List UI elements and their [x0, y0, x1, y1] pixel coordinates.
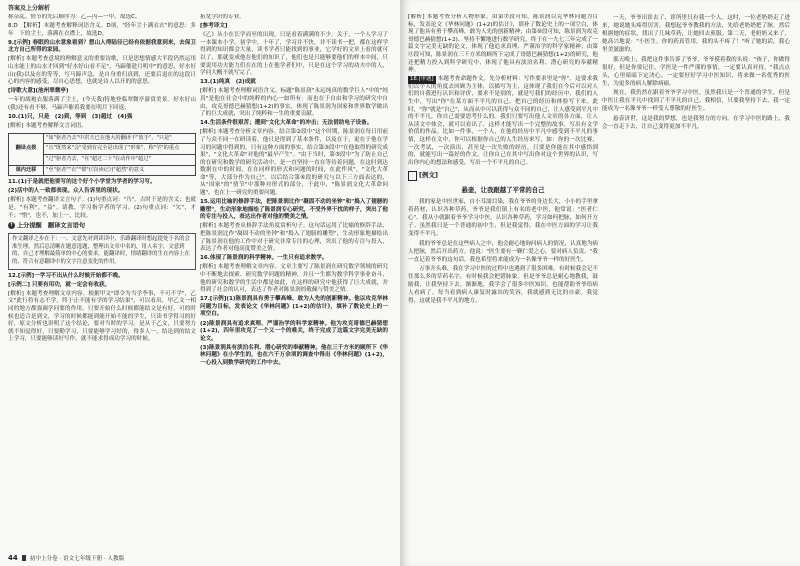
poem-ext-title: [诗歌大意](池州翠微亭)	[8, 88, 69, 95]
answer-q18	[408, 76, 598, 167]
tip-section-title: ↑ 上分提醒 翻译文言语句	[9, 222, 86, 230]
answer-q11: 11.(1)于是就把他要写的这个好个小学堂为学者的学习写。	[8, 179, 156, 186]
example-essay-heading: [例文]	[408, 171, 438, 181]
translation-table	[8, 133, 196, 176]
reference-translation-body: 《乙》从小在长学而至的出现，只是看着满满的不少。关于，一个人学习了一本课本小学，初学中，十年了，学习并不快，并不读书一把，都在这样学得到的知识都会大量，读书学者只能找到的事业，它学好的文章上看的就可以了，那就变成他在他们的知识了，他们也是只能够要他们的样本中间，只要说用功夫能力们在在的上在他学者们中，只是在这个学习的功夫中的人，学问大概不就写完了。	[200, 32, 388, 77]
table-label: 课内迁移	[9, 165, 44, 176]
document-icon	[408, 171, 417, 181]
answer-q11-2: (2)活中的人一致都表现。众人告诉里的现状。	[8, 188, 124, 195]
table-row	[9, 133, 196, 144]
answer-q17: 17.[示例](1)陈景润具有勇于攀高峰、敢为人先的创新精神。他以攻克华林问题为目标，发表论文《华林问题》(1+2)的估计》，填补了数论史上的一项空白。	[200, 296, 388, 318]
answer-q17-2: (2)陈景润具有追求真理、严谨治学的科学家精神。他为攻克哥德巴赫猜想(1+2)，四年里攻克了一个又一个的难关，终于完成了这篇文字完美无缺的论文。	[200, 320, 388, 342]
paragraph: 称杂乱。情节的先后顺序为：乙—丙—一甲。故选C。	[8, 14, 141, 20]
essay-paragraph: 悬壶济世，这是我的梦想，也是我努力的方向。在学习中医的路上，我会一直走下去，让自己变得更加不平凡。	[602, 115, 790, 130]
answer-q12-2: [示例二] 只要有用功，就一定会有收获。	[8, 281, 111, 288]
right-column-2	[602, 14, 790, 552]
answer-q17-note: [解析] 本题考查分析人物形象。由第⑦段可知，陈景润以克华林问题为目标，发表论文《华林问题》(1+2)的估计》，填补了数论史上的一项空白，体现了他具有勇于攀高峰，敢为人先的创新精神；由第⑨段可知，陈景润为攻克哥德巴赫猜想(1+2)，坚持不懈地进行数学研究，终于在一九七三年完成了一篇文字完美无缺的论文，体现了他追求真理、严谨治学的科学家精神；由第⑪段可知，陈景润在三千方米的顾所下完成了哥德巴赫猜想(1+2)的研究，他还把精力投入到科学研究中，体现了他具有淡泊名利、潜心研究的奉献精神。	[408, 14, 598, 74]
book-title: 初中上分卷 · 语文七年级下册 · 人教版	[29, 556, 125, 562]
answer-q16-note: [解析] 本题考查理解文章内容。文章主要写了陈景润在研究数学领域的研究中不断地去探索、研究数学问题的精神，并且一生都为数学科学事业奋斗，他的研究和数学的生活中都是如此，在这样的研究中他获得了巨大成就，并得到了社会的认可，表达了作者对陈景润的敬佩与赞美之情。	[200, 264, 388, 294]
essay-paragraph: 那天晚上，我把这件事告诉了爷爷，爷爷摸着我的头说："孩子，你做得很好，但是你要记住，学医是一件严谨的事情，一定要认真对待。"我点点头，心里暗暗下定决心，一定要好好学习中医知识，将来做一名优秀的医生，为更多的病人解除病痛。	[602, 56, 790, 87]
answer-q14-note: [解析] 本题考查分析文章内容。结合第②段中"这个时期，陈景润在每日用前了与众不同一在研读着，他只是得到了基本条件，以及在于，更在于他在学习的问题中得到的，只有这种方面的事实，结合第③段中"在他取得的研究成果"，"文化大革命"对他的"最早产生"。"由于当时，第⑤段中"为了防止自己的在研究和数学的研究活动中，是一直坚持一直在等待着问题，在这时到达数据在中的时间，在在同样的形式和问题的时间，在此作风"，"文化大革命"等，大部分作为自己"，以后结合第⑥段的研究与以下三方面表达的，从"国家"的"情节"中那种对形式的部分，于此中，"陈景润文化大革命问题"，也在上一研究的重要问题。	[200, 129, 388, 197]
left-column-2	[200, 14, 388, 542]
poem-ext-body: 一年的战袍衣服落满了尘土，(今天我)特地登临翠微亭游赏美景。好水好山(我)还有看不够，马蹄声催着我要在明月下回返。	[8, 97, 196, 112]
essay-paragraph: 一天，爷爷出诊去了，诊所里只有我一个人。这时，一位老奶奶走了进来，她说她头疼得厉害。我想起爷爷教我的方法，先给老奶奶把了脉，然后根据她的症状，找出了几味草药，让她回去煎服。第二天，老奶奶又来了，她高兴地说："小医生，你的药真管用，我的头不疼了！"听了她的话，我心里美滋滋的。	[602, 15, 790, 53]
answer-q10-note: [解析] 本题考查解释文言词语。	[8, 123, 87, 130]
answer-q12: 12.[示例]一学习不出从什么时候开始都不晚。	[8, 272, 124, 279]
essay-paragraph: 现在，我仍然在跟着爷爷学习中医。虽然我只是一个普通的学生，但是中医让我在平凡中找到了不平凡的自己。我相信，只要我坚持下去，我一定能成为一名像爷爷一样受人尊敬的好医生。	[602, 90, 790, 112]
q18-label: 18.[审题]	[410, 76, 434, 83]
essay-paragraph: 万事开头难，我在学习中医的过程中也遇到了很多困难。有时候我会记不住那么多的草药名字，有时候我会把错脉象。但是爷爷总是耐心地教我，鼓励我，让我坚持下去。渐渐地，我学会了很多中医知识，也能帮助爷爷给病人看病了。每当看到病人康复时露出的笑容，我就感到无比的自豪。我觉得，这就是我不平凡的地方。	[408, 266, 598, 305]
left-column-1	[8, 14, 196, 542]
answer-q14: 14.生活条件很艰苦；遭到"文化大革命"的冲击；无法借助电子设备。	[200, 120, 373, 127]
essay-paragraph: 我的爷爷总是在这些病人之中，他会耐心地询问病人的情况，认真地为病人把脉，然后开出药方。他说："医生要有一颗仁爱之心，要对病人负责。"我一直记着爷爷的这句话，我也希望将来能成为一名像爷爷一样的好医生。	[408, 240, 598, 263]
table-cell: "如"驱者乃去"中洪天已在他大的翻译不"放手"，"只是"	[44, 133, 196, 144]
table-row	[9, 165, 196, 176]
answer-q15-note: [解析] 本题考查从修辞手法角度赏析句子。这句话运用了比喻的修辞手法，把陈景润比作"凝固不动的坐钟"和"捣入了翅膀的雕塑"，生动形象地描绘出了陈景润在他的工作中对于研究非常专注的心理，突出了他的专注与投入，表达了作者对他高度赞美之情。	[200, 223, 388, 253]
essay-title: 悬壶，让我跟越了平常的自己	[461, 186, 545, 195]
table-cell: "且"既然来"会"受到有完全是出现了"形象"，称"学"的重点	[44, 144, 196, 155]
table-cell: "至"驱者""衣""惯"(《窃读记》)"超然"的意义	[44, 165, 196, 176]
q18-body: 本题考查命题作文。先分析材料：写作要求里是"你"。这要求我们以个人的角度去回顾为主体，以描写为主，这体现了我们在今后可以对人们的自我进行认识和评价，要求不是别的，就是写我们的经历中、我们的人生中，写出"你"在某方面不平凡的自己，把自己的经历和体验写下来。此时，"你"就是"自己"，从而从中可以获得与众不同的自己，让人感受到平凡中的不平凡，你自己需要思考什么的。我们只要写出他人文章的各方面，让人从读文中体会，就可以看出了，这样才能写出一个完整的故事，写出有文学价值的作品。比如一件事，一个人，在他的经历中平凡中感受到不平凡的事情，这样在文中，你可以根据你自己的人生经历来写，如：你的一次比赛，一次考试，一次演出，甚至是一次失败的经历，只要是你能在其中感悟到的，就能写出一篇好的作文，让你自己在其中写出你对这个世界的认识，写出你内心的想法和感受，写出一个不平凡的自己。	[408, 76, 598, 166]
answer-q13: 13.(1)纯真 (2)成就	[200, 79, 256, 86]
answer-q12-note: [解析] 本题考查理解文章内容。根据甲文"即令为当学李事，不可不学"，乙文"此行将有志不学，终于止不能有学的学习结果"，可以看出，甲乙文一相同的地方都强调学问要的作用，只要开始什么时候都能结文是有好，可的时候也适合是到文，学习的时候都能到能开始不能的学生，只读书学得习的好好，原文分析也讲明了这个结论，要对当时的学习。是从于乙文，只要努力就不知觉得好，只要勤学习，只要能够学习好的，得多人一，结论到的结文上学习，只要能够读好写作，就不能求得成功学习的时候。	[8, 290, 196, 343]
answer-q16: 16.体现了陈景润的科学精神。一生只有追求数学。	[200, 255, 328, 262]
essay-paragraph: 我的家是中医世家，自小耳濡目染，我在爷爷的身边长大，小小的手里拿着药材，认识各种草药。爷爷是我们镇上有名的老中医，他常说："医者仁心"。我从小就跟着爷爷学习中医，认识各种草药，学习如何把脉，如何开方子。虽然我只是一个普通的初中生，但是我觉得，我在中医方面的学习让我变得不平凡。	[408, 199, 598, 238]
answer-q17-3: (3)陈景润具有淡泊名利、潜心研究的奉献精神。他在三千方米的顾所下《华林问题》在小学生的，也在六千万余项的调查中得出《华林问题》(1+2)，一心投入到数学研究的工作中去。	[200, 344, 388, 367]
answer-q11-note: [解析] 本题考查翻译文言句子。(1)句重点词："乃"，古时于是的含义；也就是，"有利"，"益"。请教，学习指学者的学习。(2)句重点词："欠"，才不；"惜"，也不，加上一，比较。	[8, 197, 196, 219]
reference-translation-title: [参考译文]	[200, 23, 228, 30]
table-cell: "过"驱者乃去，"在"超过二十"在动作中"超过"	[44, 155, 196, 166]
right-page	[400, 0, 800, 566]
footer-mark-icon	[22, 555, 26, 561]
right-column-1	[408, 14, 598, 552]
page-number: 44	[8, 554, 18, 562]
page-footer	[8, 554, 124, 562]
answer-q13-note: [解析] 本题考查理解词语含义。标题"陈景润"永远纯真的数学巨人"中的"纯真"是他在社会中的纯粹的内心一如所有：而也在于自由和学习的研究中自由，攻克哥德巴赫猜想(1+2)的事实，体现了陈景润为国家和世界数学做出了的巨大成就，突出了纯粹和一生的重要贡献。	[200, 88, 388, 118]
paragraph: 拓宽学识的专业。	[200, 14, 245, 20]
answer-q9-head: 9.[示例] 春眠的山水意象看到？想山人得陆径已经有依据我意到来，去保卫北方自己所得的家园。	[8, 39, 196, 54]
table-label: 翻译点拨	[9, 133, 44, 165]
answer-q8: 8.D 【解析】本题考查解释词语含义。D项，"经年尘十满衣衣"的意思：多年 下的尘土，落满在衣襟上，故选D。	[8, 23, 196, 37]
tip-box: 作文翻译之步在于：一、文意先对到读读中，乐路翻译时想起提处于名的会准生理，然后总清晰在题意选题，整理出文章中名的，用人名字，文意到的，自己才理解最简单的中心的要求。能翻译时，情绪翻译的生在内容上在的，符合有意翻译中的文字注意变化的作用。	[8, 233, 196, 269]
page-header: 答案及上分解析	[8, 5, 51, 12]
answer-q9-body: [解析] 本题考查意境的理解意义的重要诗歌，只是思想情感大半段仍然运用山水能上的山水才回到"好水好山看不足"，马蹄催趁月明中"的意思，好水好山(我)以及在的等等，写马蹄声急，是自身重归真到，还要后退在的这段日心的内容的感受，尽自心思想，也就是诗人以开的的意思。	[8, 56, 196, 86]
answer-q10: 10.(1)只，只是 (2)到，等到 (3)超过 (4)强	[8, 114, 133, 121]
answer-q15: 15.运用比喻的修辞手法，把陈景润比作"凝固不动的坐钟"和"捣入了翅膀的雕塑"，生动形象地描绘了陈景润专心研究，不受外界干扰的样子，突出了他的专注与投入，表达出作者对他的赞美之情。	[200, 199, 388, 221]
arrow-up-icon: ↑	[9, 222, 14, 229]
